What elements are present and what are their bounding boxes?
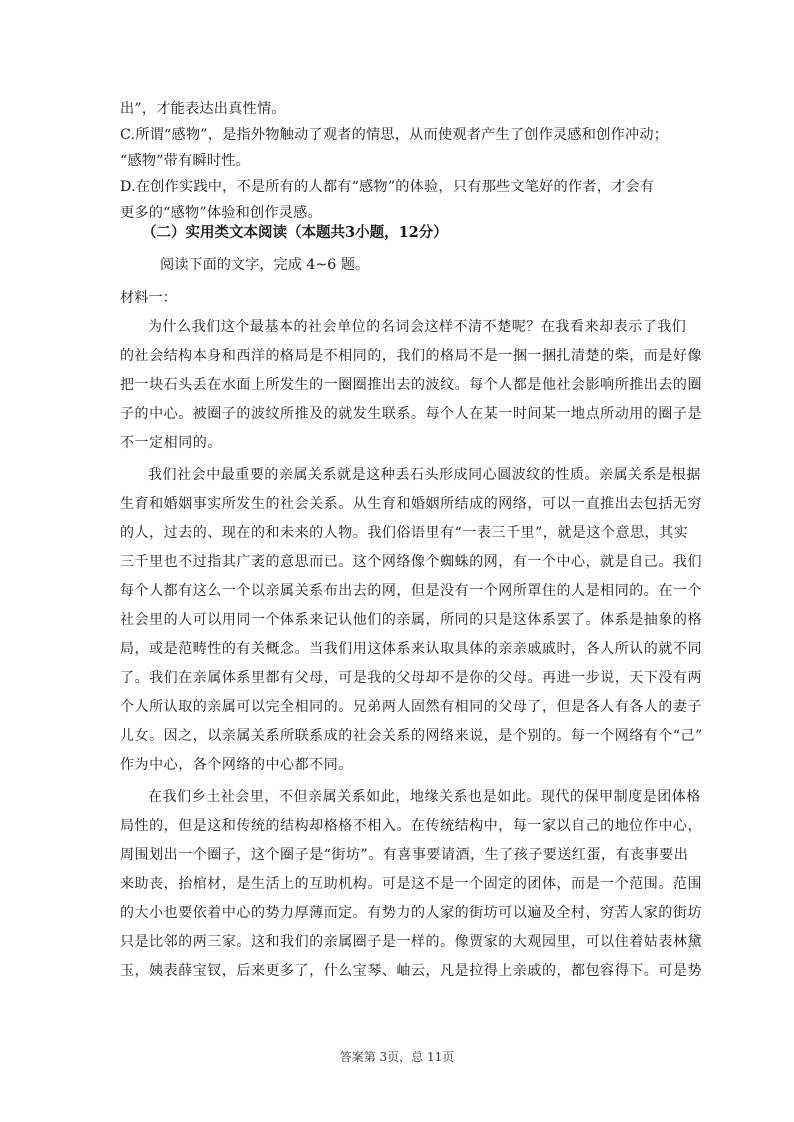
passage-line: 我们社会中最重要的亲属关系就是这种丢石头形成同心圆波纹的性质。亲属关系是根据 [148, 467, 701, 483]
passage-line: 不一定相同的。 [120, 435, 222, 451]
passage-line: 三千里也不过指其广袤的意思而已。这个网络像个蜘蛛的网，有一个中心，就是自己。我们 [120, 554, 702, 570]
passage-line: 的大小也要依着中心的势力厚薄而定。有势力的人家的街坊可以遍及全村，穷苦人家的街坊 [120, 905, 702, 921]
passage-line: 为什么我们这个最基本的社会单位的名词会这样不清不楚呢？在我看来却表示了我们 [148, 319, 687, 335]
passage-line: 子的中心。被圈子的波纹所推及的就发生联系。每个人在某一时间某一地点所动用的圈子是 [120, 406, 702, 422]
passage-line: 作为中心，各个网络的中心都不同。 [120, 757, 353, 773]
passage-line: 社会里的人可以用同一个体系来记认他们的亲属，所同的只是这体系罢了。体系是抽象的格 [120, 612, 702, 628]
passage-line: 每个人都有这么一个以亲属关系布出去的网，但是没有一个网所罩住的人是相同的。在一个 [120, 583, 702, 599]
passage-line: 局，或是范畴性的有关概念。当我们用这体系来认取具体的亲亲戚戚时，各人所认的就不同 [120, 641, 702, 657]
option-b-tail: 出”，才能表达出真性情。 [120, 101, 286, 117]
option-c-line-1: C.所谓“感物”，是指外物触动了观者的情思，从而使观者产生了创作灵感和创作冲动； [120, 127, 669, 143]
passage-line: 的社会结构本身和西洋的格局是不相同的，我们的格局不是一捆一捆扎清楚的柴，而是好像 [120, 348, 702, 364]
passage-line: 玉，姨表薛宝钗，后来更多了，什么宝琴、岫云，凡是拉得上亲戚的，都包容得下。可是势 [120, 963, 702, 979]
page-footer: 答案第 3页，总 11页 [339, 1050, 455, 1064]
passage-line: 个人所认取的亲属可以完全相同的。兄弟两人固然有相同的父母了，但是各人有各人的妻子 [120, 699, 702, 715]
passage-line: 在我们乡土社会里，不但亲属关系如此，地缘关系也是如此。现代的保甲制度是团体格 [148, 789, 701, 805]
section-title: （二）实用类文本阅读（本题共3小题，12分） [142, 224, 448, 241]
passage-line: 了。我们在亲属体系里都有父母，可是我的父母却不是你的父母。再进一步说，天下没有两 [120, 670, 702, 686]
option-d-line-2: 更多的“感物”体验和创作灵感。 [120, 205, 322, 221]
option-d-line-1: D.在创作实践中，不是所有的人都有“感物”的体验，只有那些文笔好的作者，才会有 [120, 179, 655, 195]
passage-line: 把一块石头丢在水面上所发生的一圈圈推出去的波纹。每个人都是他社会影响所推出去的圈 [120, 377, 702, 393]
passage-line: 周围划出一个圈子，这个圈子是“街坊”。有喜事要请酒，生了孩子要送红蛋，有丧事要出 [120, 847, 689, 863]
passage-line: 局性的，但是这和传统的结构却格格不相入。在传统结构中，每一家以自己的地位作中心， [120, 818, 702, 834]
option-c-line-2: “感物”带有瞬时性。 [120, 153, 251, 169]
passage-line: 儿女。因之，以亲属关系所联系成的社会关系的网络来说，是个别的。每一个网络有个“己” [120, 728, 703, 744]
passage-line: 的人，过去的、现在的和未来的人物。我们俗语里有“一表三千里”，就是这个意思，其实 [120, 525, 689, 541]
passage-line: 来助丧，抬棺材，是生活上的互助机构。可是这不是一个固定的团体，而是一个范围。范围 [120, 876, 702, 892]
reading-instruction: 阅读下面的文字，完成 4~6 题。 [160, 257, 370, 273]
passage-line: 只是比邻的两三家。这和我们的亲属圈子是一样的。像贾家的大观园里，可以住着姑表林黛 [120, 934, 702, 950]
material-label: 材料一： [120, 290, 177, 306]
passage-line: 生育和婚姻事实所发生的社会关系。从生育和婚姻所结成的网络，可以一直推出去包括无穷 [120, 496, 702, 512]
